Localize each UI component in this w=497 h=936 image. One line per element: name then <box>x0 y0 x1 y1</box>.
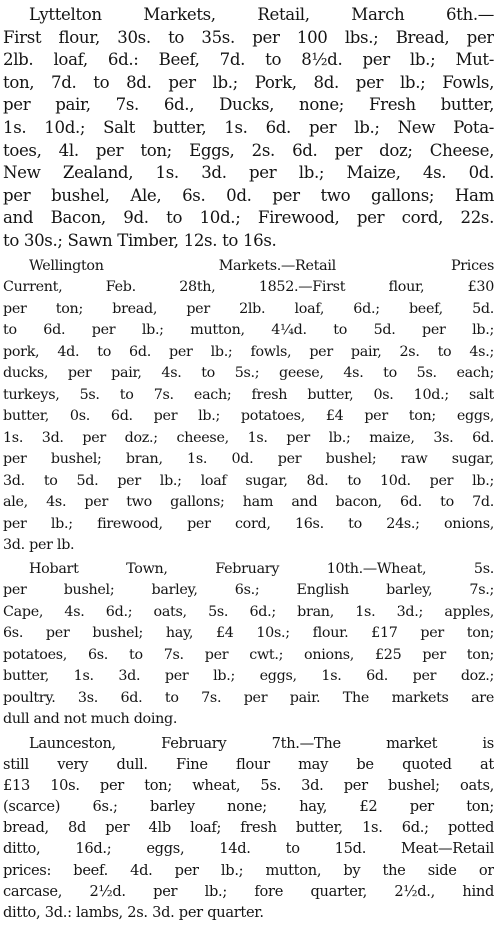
text-line: 2lb. loaf, 6d.: Beef, 7d. to 8½d. per lb.; Mut- <box>3 50 494 70</box>
text-line: First flour, 30s. to 35s. per 100 lbs.; Bread, per <box>3 27 494 47</box>
text-line: ton, 7d. to 8d. per lb.; Pork, 8d. per lb.; Fowls, <box>3 72 494 92</box>
text-line: dull and not much doing. <box>3 711 178 728</box>
text-line: per bushel, Ale, 6s. 0d. per two gallons; Ham <box>3 185 494 205</box>
text-line: prices: beef. 4d. per lb.; mutton, by the side or <box>3 861 494 879</box>
text-line: turkeys, 5s. to 7s. each; fresh butter, 0s. 10d.; salt <box>3 386 494 403</box>
text-line: per bushel; bran, 1s. 0d. per bushel; raw sugar, <box>3 451 494 468</box>
text-line: potatoes, 6s. to 7s. per cwt.; onions, £25 per ton; <box>3 646 494 663</box>
hobart-town-paragraph <box>3 559 494 731</box>
text-line: to 6d. per lb.; mutton, 4¼d. to 5d. per lb.; <box>3 322 494 339</box>
launceston-paragraph <box>3 733 494 924</box>
text-line: pork, 4d. to 6d. per lb.; fowls, per pair, 2s. to 4s.; <box>3 343 494 360</box>
text-line: 6s. per bushel; hay, £4 10s.; flour. £17 per ton; <box>3 625 494 642</box>
text-line: Current, Feb. 28th, 1852.—First flour, £30 <box>3 279 494 296</box>
text-line: Hobart Town, February 10th.—Wheat, 5s. <box>29 560 494 577</box>
text-line: butter, 0s. 6d. per lb.; potatoes, £4 per ton; eggs, <box>3 408 494 425</box>
text-line: ale, 4s. per two gallons; ham and bacon, 6d. to 7d. <box>3 494 494 511</box>
text-line: poultry. 3s. 6d. to 7s. per pair. The markets are <box>3 689 494 706</box>
text-line: ducks, per pair, 4s. to 5s.; geese, 4s. to 5s. each; <box>3 365 494 382</box>
text-line: per pair, 7s. 6d., Ducks, none; Fresh butter, <box>3 95 494 115</box>
text-line: ditto, 3d.: lambs, 2s. 3d. per quarter. <box>3 904 264 922</box>
text-line: butter, 1s. 3d. per lb.; eggs, 1s. 6d. per doz.; <box>3 668 494 685</box>
text-line: Cape, 4s. 6d.; oats, 5s. 6d.; bran, 1s. 3d.; apples, <box>3 603 494 620</box>
text-line: ditto, 16d.; eggs, 14d. to 15d. Meat—Retail <box>3 840 494 858</box>
text-line: to 30s.; Sawn Timber, 12s. to 16s. <box>3 230 277 250</box>
text-line: per lb.; firewood, per cord, 16s. to 24s.; onions, <box>3 515 494 532</box>
text-line: and Bacon, 9d. to 10d.; Firewood, per cord, 22s. <box>3 208 494 228</box>
text-line: (scarce) 6s.; barley none; hay, £2 per ton; <box>3 798 494 816</box>
text-line: New Zealand, 1s. 3d. per lb.; Maize, 4s. 0d. <box>3 163 494 183</box>
text-line: Lyttelton Markets, Retail, March 6th.— <box>29 5 494 24</box>
text-line: 3d. per lb. <box>3 537 75 554</box>
text-line: per bushel; barley, 6s.; English barley, 7s.; <box>3 582 494 599</box>
text-line: per ton; bread, per 2lb. loaf, 6d.; beef, 5d. <box>3 300 494 317</box>
wellington-markets-paragraph <box>3 256 494 557</box>
text-line: 3d. to 5d. per lb.; loaf sugar, 8d. to 10d. per lb.; <box>3 472 494 489</box>
text-line: Wellington Markets.—Retail Prices <box>29 257 494 274</box>
text-line: bread, 8d per 4lb loaf; fresh butter, 1s. 6d.; potted <box>3 819 494 837</box>
text-line: still very dull. Fine flour may be quoted at <box>3 755 494 773</box>
text-line: carcase, 2½d. per lb.; fore quarter, 2½d., hind <box>3 882 494 900</box>
text-line: toes, 4l. per ton; Eggs, 2s. 6d. per doz; Cheese, <box>3 140 494 160</box>
text-line: 1s. 10d.; Salt butter, 1s. 6d. per lb.; New Pota- <box>3 117 494 137</box>
lyttelton-markets-paragraph <box>3 4 494 253</box>
text-line: £13 10s. per ton; wheat, 5s. 3d. per bushel; oats, <box>3 776 494 794</box>
text-line: 1s. 3d. per doz.; cheese, 1s. per lb.; maize, 3s. 6d. <box>3 429 494 446</box>
text-line: Launceston, February 7th.—The market is <box>29 734 494 752</box>
